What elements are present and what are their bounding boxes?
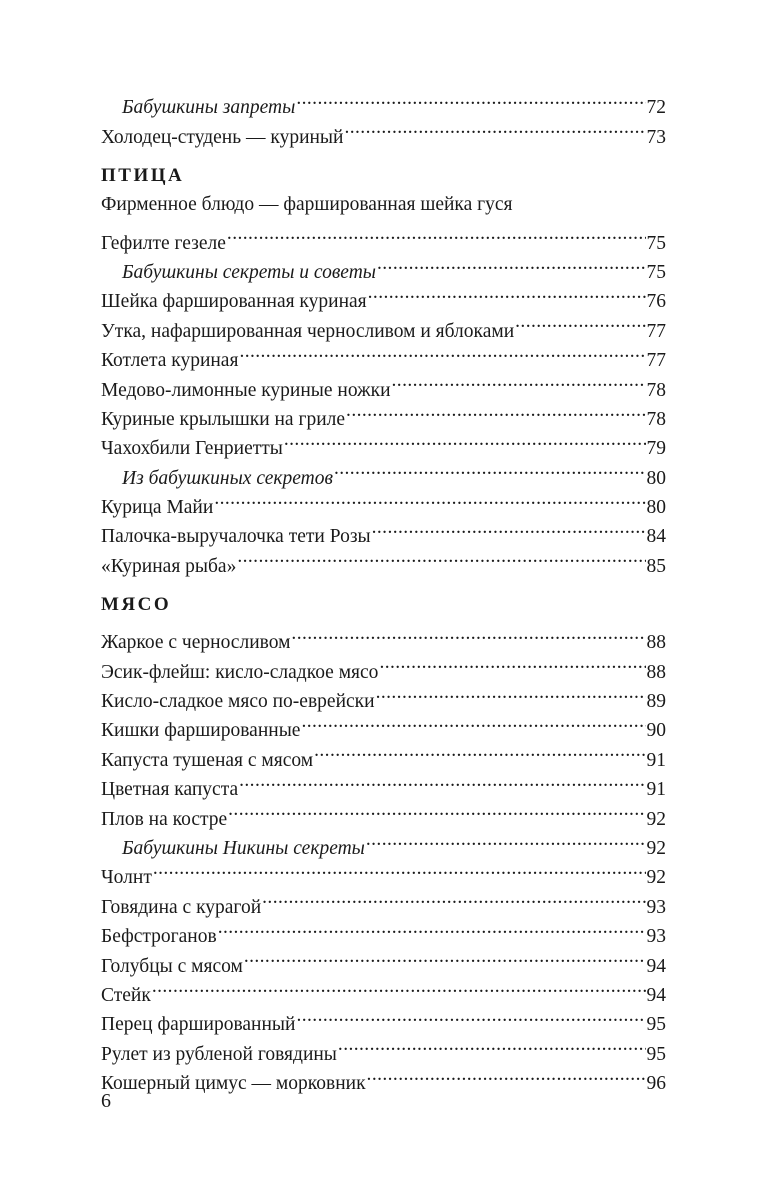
entry-page: 78 bbox=[646, 379, 666, 401]
entry-title: Стейк bbox=[101, 984, 151, 1006]
dot-leader bbox=[284, 425, 646, 454]
entry-title: Эсик-флейш: кисло-сладкое мясо bbox=[101, 661, 379, 683]
dot-leader bbox=[296, 1001, 645, 1030]
entry-page: 76 bbox=[646, 291, 666, 313]
entry-title: Голубцы с мясом bbox=[101, 955, 243, 977]
entry-title: Говядина с курагой bbox=[101, 896, 262, 918]
entry-page: 92 bbox=[646, 808, 666, 830]
dot-leader bbox=[214, 484, 645, 513]
entry-title: Шейка фаршированная куриная bbox=[101, 291, 367, 313]
page-number: 6 bbox=[101, 1090, 111, 1112]
entry-page: 95 bbox=[646, 1014, 666, 1036]
dot-leader bbox=[314, 736, 645, 765]
entry-page: 96 bbox=[646, 1073, 666, 1095]
entry-page: 88 bbox=[646, 632, 666, 654]
dot-leader bbox=[227, 219, 646, 248]
entry-page: 94 bbox=[646, 984, 666, 1006]
entry-page: 73 bbox=[646, 126, 666, 148]
dot-leader bbox=[372, 513, 646, 542]
entry-title: Плов на костре bbox=[101, 808, 228, 830]
dot-leader bbox=[237, 542, 645, 571]
entry-title: «Куриная рыба» bbox=[101, 555, 237, 577]
entry-page: 94 bbox=[646, 955, 666, 977]
entry-title: Кошерный цимус — морковник bbox=[101, 1073, 366, 1095]
dot-leader bbox=[338, 1030, 646, 1059]
entry-page: 89 bbox=[646, 691, 666, 713]
entry-page: 91 bbox=[646, 779, 666, 801]
entry-page: 78 bbox=[646, 408, 666, 430]
entry-page: 85 bbox=[646, 555, 666, 577]
entry-title: Бабушкины Никины секреты bbox=[122, 837, 365, 859]
entry-page: 92 bbox=[646, 837, 666, 859]
dot-leader bbox=[366, 825, 646, 854]
entry-title: Холодец-студень — куриный bbox=[101, 126, 344, 148]
entry-page: 77 bbox=[646, 350, 666, 372]
entry-page: 95 bbox=[646, 1043, 666, 1065]
entry-title: Палочка-выручалочка тети Розы bbox=[101, 526, 371, 548]
dot-leader bbox=[218, 913, 646, 942]
entry-page: 75 bbox=[646, 261, 666, 283]
entry-title: Утка, нафаршированная черносливом и яблоками bbox=[101, 320, 515, 342]
entry-page: 77 bbox=[646, 320, 666, 342]
entry-title: Жаркое с черносливом bbox=[101, 632, 291, 654]
toc-entry bbox=[101, 972, 666, 1006]
entry-title: Гефилте гезеле bbox=[101, 232, 226, 254]
entry-page: 79 bbox=[646, 438, 666, 460]
section-heading: МЯСО bbox=[101, 593, 172, 615]
dot-leader bbox=[291, 619, 645, 648]
entry-title: Кисло-сладкое мясо по-еврейски bbox=[101, 691, 375, 713]
table-of-contents bbox=[101, 84, 666, 1095]
dot-leader bbox=[334, 454, 646, 483]
dot-leader bbox=[153, 854, 646, 883]
entry-page: 91 bbox=[646, 749, 666, 771]
entry-page: 93 bbox=[646, 926, 666, 948]
entry-page: 80 bbox=[646, 497, 666, 519]
entry-title: Куриные крылышки на гриле bbox=[101, 408, 346, 430]
dot-leader bbox=[301, 707, 645, 736]
section-heading: ПТИЦА bbox=[101, 164, 185, 186]
entry-title: Чахохбили Генриетты bbox=[101, 438, 283, 460]
dot-leader bbox=[377, 249, 646, 278]
entry-page: 92 bbox=[646, 867, 666, 889]
dot-leader bbox=[368, 278, 646, 307]
entry-page: 90 bbox=[646, 720, 666, 742]
entry-title: Фирменное блюдо — фаршированная шейка гуся bbox=[101, 193, 513, 215]
entry-page: 84 bbox=[646, 526, 666, 548]
dot-leader bbox=[296, 84, 645, 113]
dot-leader bbox=[515, 307, 645, 336]
dot-leader bbox=[344, 113, 645, 142]
entry-title: Рулет из рубленой говядины bbox=[101, 1043, 337, 1065]
dot-leader bbox=[367, 1060, 646, 1089]
entry-title: Медово-лимонные куриные ножки bbox=[101, 379, 391, 401]
entry-page: 72 bbox=[646, 97, 666, 119]
entry-title: Чолнт bbox=[101, 867, 152, 889]
entry-title: Капуста тушеная с мясом bbox=[101, 749, 314, 771]
entry-page: 75 bbox=[646, 232, 666, 254]
dot-leader bbox=[244, 942, 646, 971]
toc-subentry bbox=[101, 84, 666, 119]
dot-leader bbox=[239, 337, 645, 366]
entry-title: Бабушкины секреты и советы bbox=[122, 261, 376, 283]
entry-title: Бефстроганов bbox=[101, 926, 217, 948]
toc-entry bbox=[101, 190, 666, 219]
entry-title: Цветная капуста bbox=[101, 779, 239, 801]
toc-entry bbox=[101, 619, 666, 654]
dot-leader bbox=[376, 678, 646, 707]
dot-leader bbox=[239, 766, 645, 795]
dot-leader bbox=[346, 396, 645, 425]
dot-leader bbox=[228, 795, 645, 824]
entry-title: Кишки фаршированные bbox=[101, 720, 301, 742]
toc-entry bbox=[101, 1001, 666, 1036]
entry-page: 88 bbox=[646, 661, 666, 683]
dot-leader bbox=[152, 972, 646, 1001]
toc-entry bbox=[101, 219, 666, 254]
toc-entry bbox=[101, 854, 666, 889]
entry-title: Котлета куриная bbox=[101, 350, 239, 372]
entry-page: 80 bbox=[646, 467, 666, 489]
entry-title: Бабушкины запреты bbox=[122, 97, 296, 119]
dot-leader bbox=[392, 366, 646, 395]
dot-leader bbox=[262, 883, 645, 912]
entry-page: 93 bbox=[646, 896, 666, 918]
dot-leader bbox=[379, 648, 645, 677]
toc-entry bbox=[101, 883, 666, 918]
entry-title: Перец фаршированный bbox=[101, 1014, 296, 1036]
entry-title: Курица Майи bbox=[101, 497, 214, 519]
entry-title: Из бабушкиных секретов bbox=[122, 467, 333, 489]
